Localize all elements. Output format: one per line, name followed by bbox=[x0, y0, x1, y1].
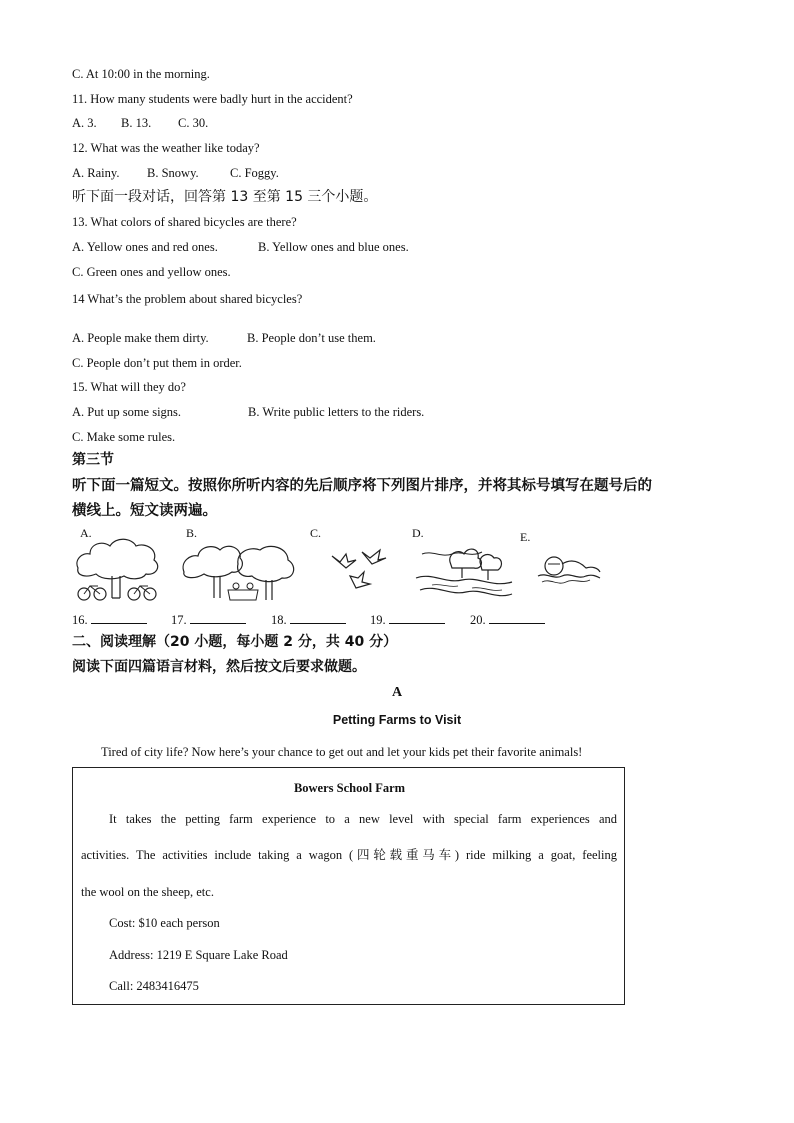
blank-16-line[interactable] bbox=[91, 611, 147, 624]
q11-options bbox=[72, 115, 208, 131]
blank-17[interactable] bbox=[171, 611, 246, 628]
q14-option-c: C. People don’t put them in order. bbox=[72, 356, 242, 370]
picture-b-label: B. bbox=[186, 526, 198, 540]
picture-d bbox=[412, 528, 516, 606]
picnic-under-trees-icon bbox=[180, 528, 300, 606]
q14-option-a: A. People make them dirty. bbox=[72, 331, 209, 345]
blank-20[interactable] bbox=[470, 611, 545, 628]
q13-options-ab bbox=[72, 239, 409, 255]
q14-question: 14 What’s the problem about shared bicycles? bbox=[72, 292, 303, 306]
blank-17-line[interactable] bbox=[190, 611, 246, 624]
picture-c-label: C. bbox=[310, 526, 322, 540]
section3-instruction-line2: 横线上。短文读两遍。 bbox=[72, 503, 217, 519]
birds-flying-icon bbox=[310, 528, 390, 606]
q13-question: 13. What colors of shared bicycles are there? bbox=[72, 215, 297, 229]
q13-option-a: A. Yellow ones and red ones. bbox=[72, 240, 218, 254]
blank-16[interactable] bbox=[72, 611, 147, 628]
blank-17-label: 17. bbox=[171, 613, 187, 627]
passage-a-intro: Tired of city life? Now here’s your chance to get out and let your kids pet their favorite animals! bbox=[101, 745, 583, 759]
farm-box-line2: activities. The activities include taking a wagon (四轮载重马车) ride milking a goat, feeling bbox=[81, 848, 617, 862]
blank-19-line[interactable] bbox=[389, 611, 445, 624]
section3-instruction-line1: 听下面一篇短文。按照你所听内容的先后顺序将下列图片排序，并将其标号填写在题号后的 bbox=[72, 478, 652, 494]
q13-option-c: C. Green ones and yellow ones. bbox=[72, 265, 231, 279]
picture-d-label: D. bbox=[412, 526, 424, 540]
q15-option-b: B. Write public letters to the riders. bbox=[248, 405, 425, 419]
farm-box-line3: the wool on the sheep, etc. bbox=[81, 885, 214, 899]
picture-e bbox=[520, 528, 604, 606]
q12-question: 12. What was the weather like today? bbox=[72, 141, 260, 155]
q12-option-a: A. Rainy. bbox=[72, 166, 120, 180]
q12-option-c: C. Foggy. bbox=[230, 166, 279, 180]
picture-a-label: A. bbox=[80, 526, 92, 540]
q15-options-ab bbox=[72, 404, 424, 420]
q11-option-c: C. 30. bbox=[178, 116, 209, 130]
blank-19-label: 19. bbox=[370, 613, 386, 627]
q13-option-b: B. Yellow ones and blue ones. bbox=[258, 240, 409, 254]
blank-16-label: 16. bbox=[72, 613, 88, 627]
picture-e-label: E. bbox=[520, 530, 531, 544]
blank-18-label: 18. bbox=[271, 613, 287, 627]
q15-question: 15. What will they do? bbox=[72, 380, 186, 394]
q15-option-a: A. Put up some signs. bbox=[72, 405, 182, 419]
farm-box-call: Call: 2483416475 bbox=[109, 979, 199, 993]
river-with-trees-icon bbox=[412, 528, 516, 606]
part2-title: 二、阅读理解（20 小题，每小题 2 分，共 40 分） bbox=[72, 634, 398, 650]
blank-20-line[interactable] bbox=[489, 611, 545, 624]
q15-option-c: C. Make some rules. bbox=[72, 430, 176, 444]
q14-option-b: B. People don’t use them. bbox=[247, 331, 376, 345]
section3-title: 第三节 bbox=[72, 452, 114, 468]
q12-options bbox=[72, 165, 279, 181]
picture-a bbox=[72, 528, 164, 606]
q11-question: 11. How many students were badly hurt in the accident? bbox=[72, 92, 353, 106]
farm-box-line1: It takes the petting farm experience to a new level with special farm experiences and bbox=[109, 812, 617, 826]
blank-18-line[interactable] bbox=[290, 611, 346, 624]
blank-20-label: 20. bbox=[470, 613, 486, 627]
picture-b bbox=[180, 528, 300, 606]
q11-option-a: A. 3. bbox=[72, 116, 97, 130]
blank-18[interactable] bbox=[271, 611, 346, 628]
passage-a-title: Petting Farms to Visit bbox=[332, 713, 462, 727]
farm-info-box bbox=[72, 767, 625, 1005]
swimmer-icon bbox=[520, 528, 604, 606]
q10-option-c: C. At 10:00 in the morning. bbox=[72, 67, 210, 81]
farm-box-address: Address: 1219 E Square Lake Road bbox=[109, 948, 288, 962]
q14-options-ab bbox=[72, 330, 376, 346]
farm-box-cost: Cost: $10 each person bbox=[109, 916, 220, 930]
instruction-13-15: 听下面一段对话，回答第 13 至第 15 三个小题。 bbox=[72, 189, 378, 205]
farm-box-title: Bowers School Farm bbox=[293, 781, 406, 795]
q11-option-b: B. 13. bbox=[121, 116, 152, 130]
q12-option-b: B. Snowy. bbox=[147, 166, 199, 180]
picture-c bbox=[310, 528, 390, 606]
part2-instruction: 阅读下面四篇语言材料，然后按文后要求做题。 bbox=[72, 659, 366, 675]
blank-19[interactable] bbox=[370, 611, 445, 628]
passage-a-letter: A bbox=[391, 685, 403, 700]
